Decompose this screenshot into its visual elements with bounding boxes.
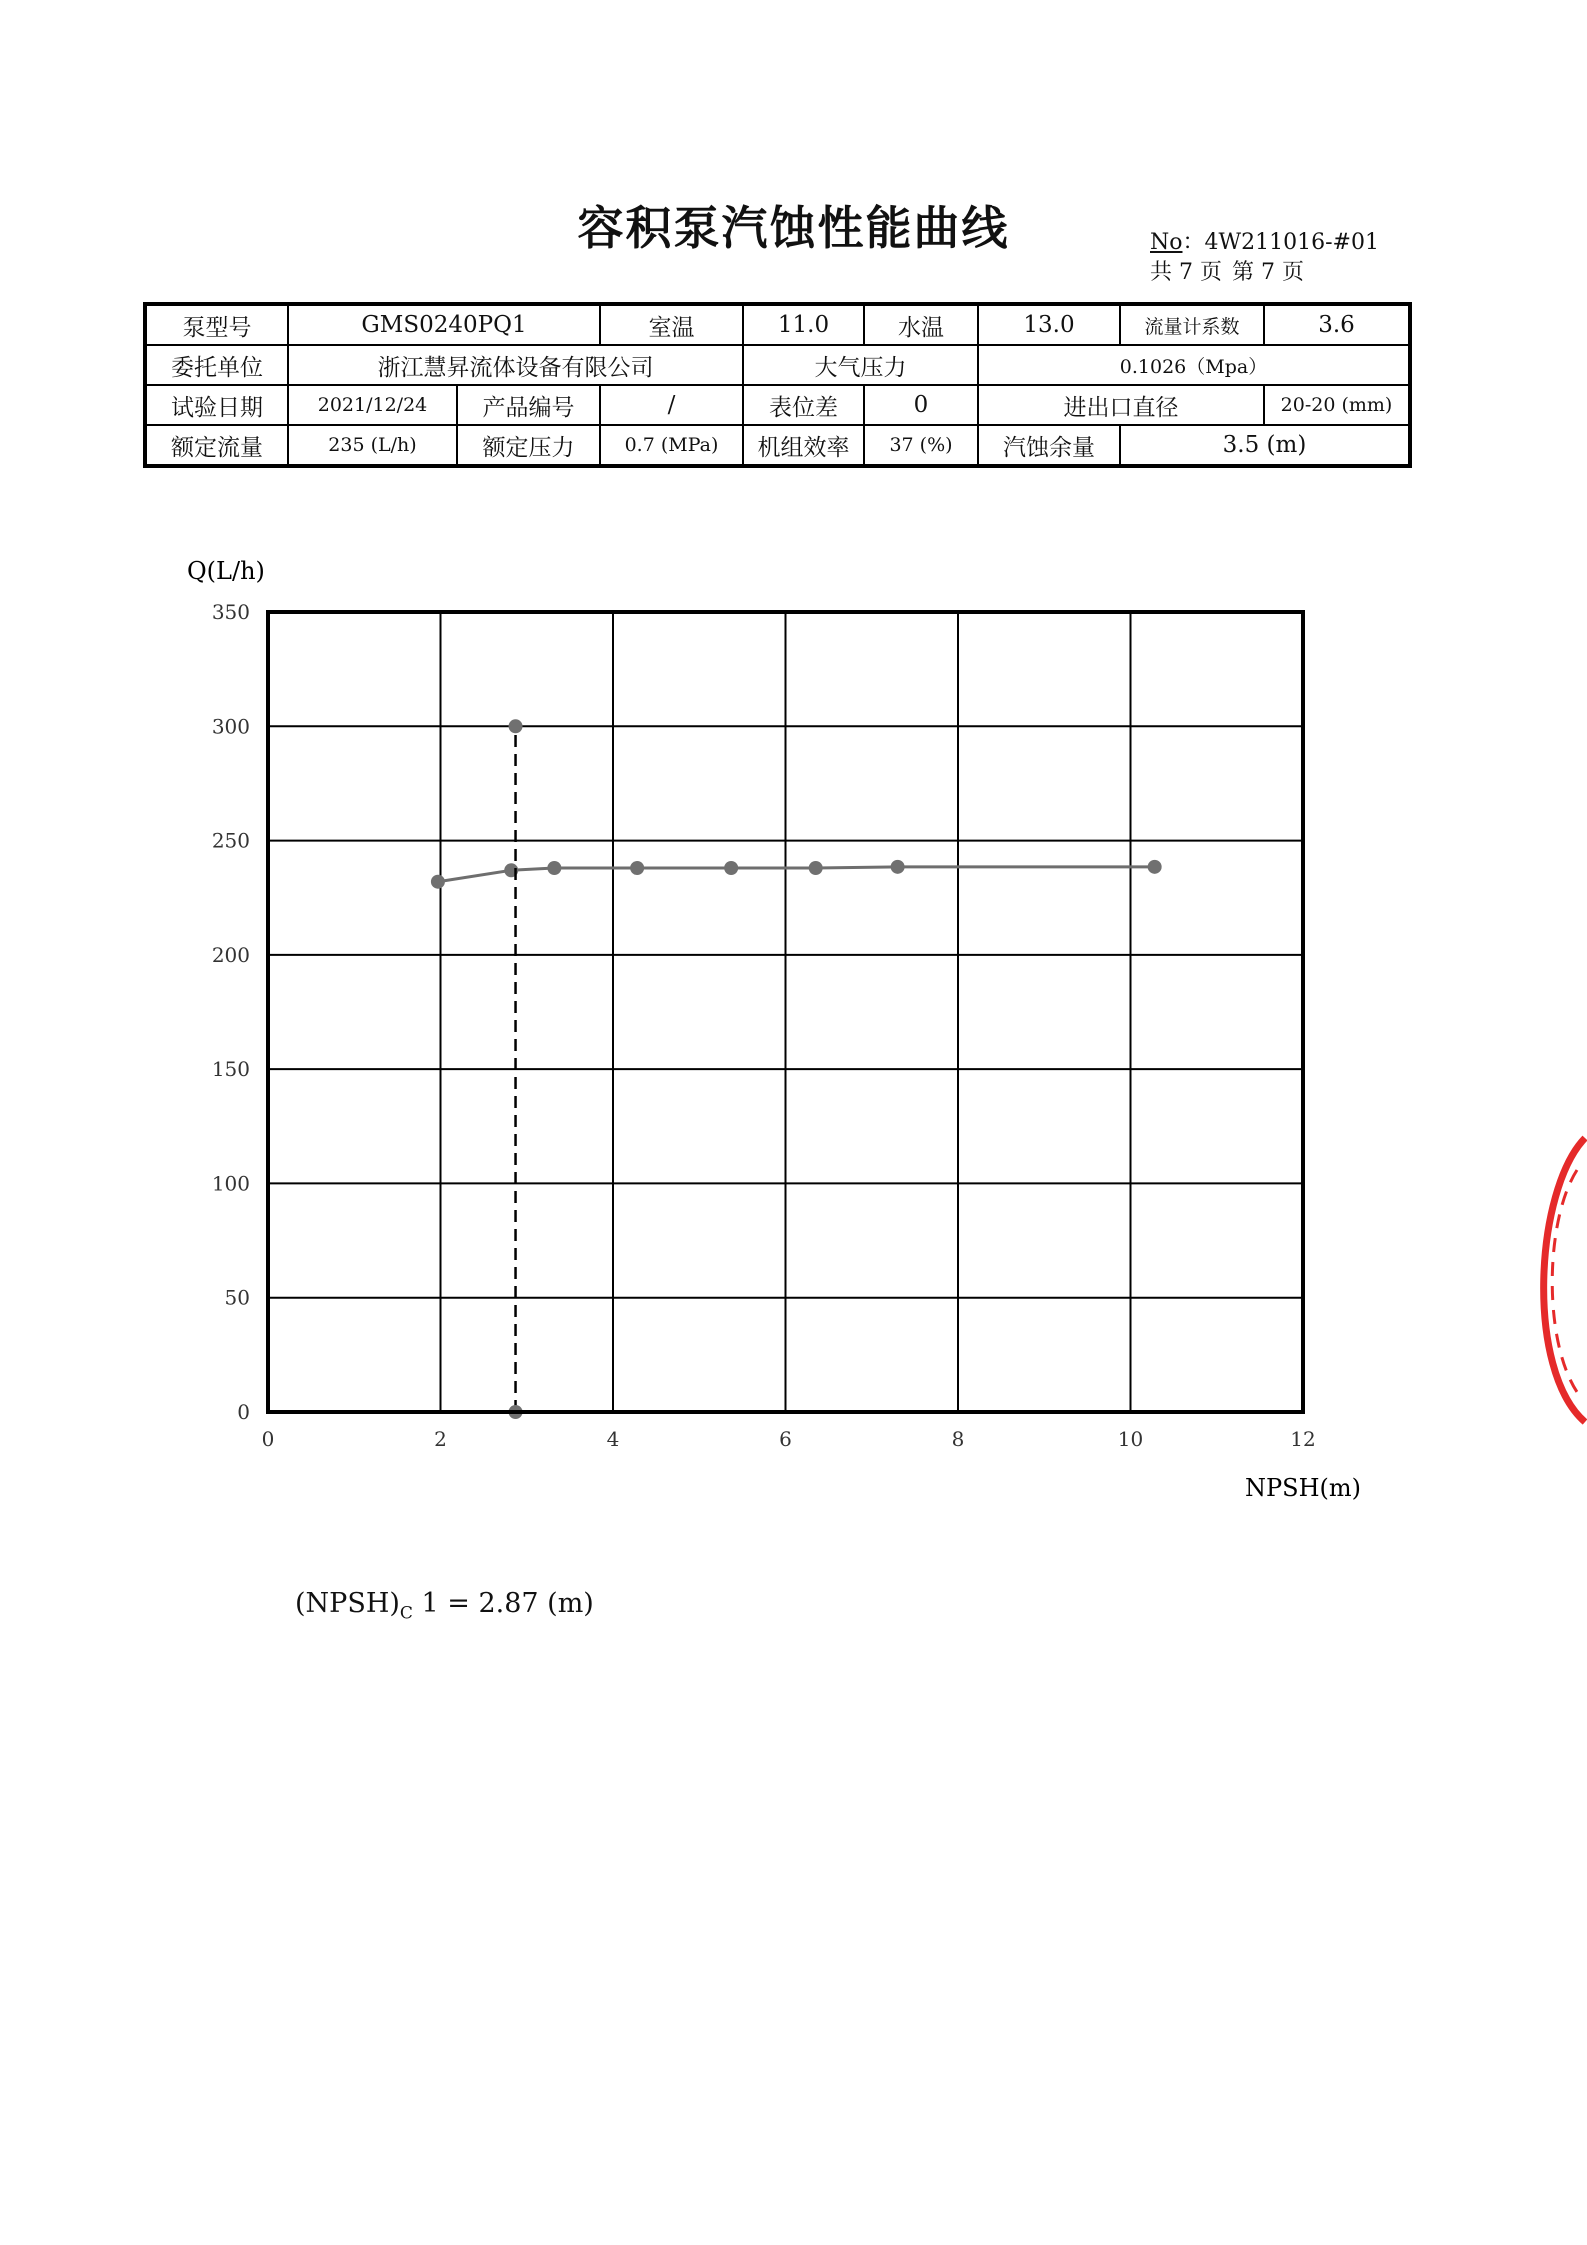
cell-value: 2021/12/24 [288, 385, 457, 425]
cell-value: 37 (%) [864, 425, 978, 466]
data-point [547, 861, 561, 875]
cell-value: 0.1026（Mpa） [978, 345, 1410, 385]
y-tick-label: 200 [211, 942, 250, 967]
cell-value: 235 (L/h) [288, 425, 457, 466]
cell-label: 大气压力 [743, 345, 978, 385]
data-point [891, 860, 905, 874]
y-tick-label: 0 [237, 1400, 250, 1424]
y-tick-label: 250 [211, 828, 250, 853]
result-prefix: (NPSH) [295, 1588, 400, 1619]
page-total: 共 7 页 [1150, 260, 1222, 285]
cell-value: 13.0 [978, 304, 1120, 345]
cell-value: GMS0240PQ1 [288, 304, 600, 345]
no-value: ：4W211016-#01 [1182, 230, 1379, 255]
x-tick-label: 8 [951, 1427, 965, 1451]
cell-value: 0 [864, 385, 978, 425]
y-tick-label: 350 [211, 600, 250, 624]
page-current: 第 7 页 [1231, 260, 1304, 285]
cell-label: 试验日期 [145, 385, 288, 425]
cell-value: 浙江慧昇流体设备有限公司 [288, 345, 743, 385]
y-tick-label: 150 [211, 1057, 250, 1082]
cell-label: 额定流量 [145, 425, 288, 466]
data-point [809, 861, 823, 875]
cell-label: 机组效率 [743, 425, 864, 466]
x-tick-label: 12 [1290, 1427, 1316, 1451]
cell-label: 委托单位 [145, 345, 288, 385]
flow-curve [438, 867, 1155, 882]
red-seal-stamp [1515, 1130, 1587, 1430]
x-tick-label: 6 [779, 1427, 792, 1451]
chart-grid [268, 612, 1303, 1412]
cell-label: 汽蚀余量 [978, 425, 1120, 466]
cell-value: 3.6 [1264, 304, 1410, 345]
cell-label: 进出口直径 [978, 385, 1264, 425]
cell-label: 产品编号 [457, 385, 600, 425]
y-tick-label: 100 [211, 1171, 250, 1196]
page-title: 容积泵汽蚀性能曲线 [577, 201, 1010, 255]
data-point [1148, 860, 1162, 874]
result-text: 1 = 2.87 (m) [412, 1588, 594, 1619]
data-point [431, 875, 445, 889]
cell-value: / [600, 385, 743, 425]
cell-label: 流量计系数 [1120, 304, 1264, 345]
y-tick-label: 300 [211, 714, 250, 739]
x-tick-label: 10 [1117, 1427, 1144, 1451]
cell-value: 11.0 [743, 304, 864, 345]
cell-label: 表位差 [743, 385, 864, 425]
y-tick-label: 50 [224, 1285, 250, 1310]
x-tick-label: 4 [606, 1427, 620, 1451]
npsh-result [295, 1588, 594, 1623]
cell-label: 泵型号 [145, 304, 288, 345]
x-tick-labels [262, 1427, 1316, 1451]
y-axis-label: Q(L/h) [187, 557, 265, 585]
result-subscript: C [399, 1603, 413, 1624]
critical-line-marker [509, 719, 523, 733]
x-tick-label: 0 [261, 1427, 275, 1451]
cell-label: 室温 [600, 304, 743, 345]
cell-value: 3.5 (m) [1120, 425, 1410, 466]
y-tick-labels [212, 600, 250, 1424]
data-point [630, 861, 644, 875]
no-label: No [1150, 230, 1183, 255]
data-point [724, 861, 738, 875]
x-axis-label: NPSH(m) [1245, 1474, 1362, 1502]
cell-label: 额定压力 [457, 425, 600, 466]
cell-value: 20-20 (mm) [1264, 385, 1410, 425]
cell-label: 水温 [864, 304, 978, 345]
x-tick-label: 2 [434, 1427, 447, 1451]
cell-value: 0.7 (MPa) [600, 425, 743, 466]
